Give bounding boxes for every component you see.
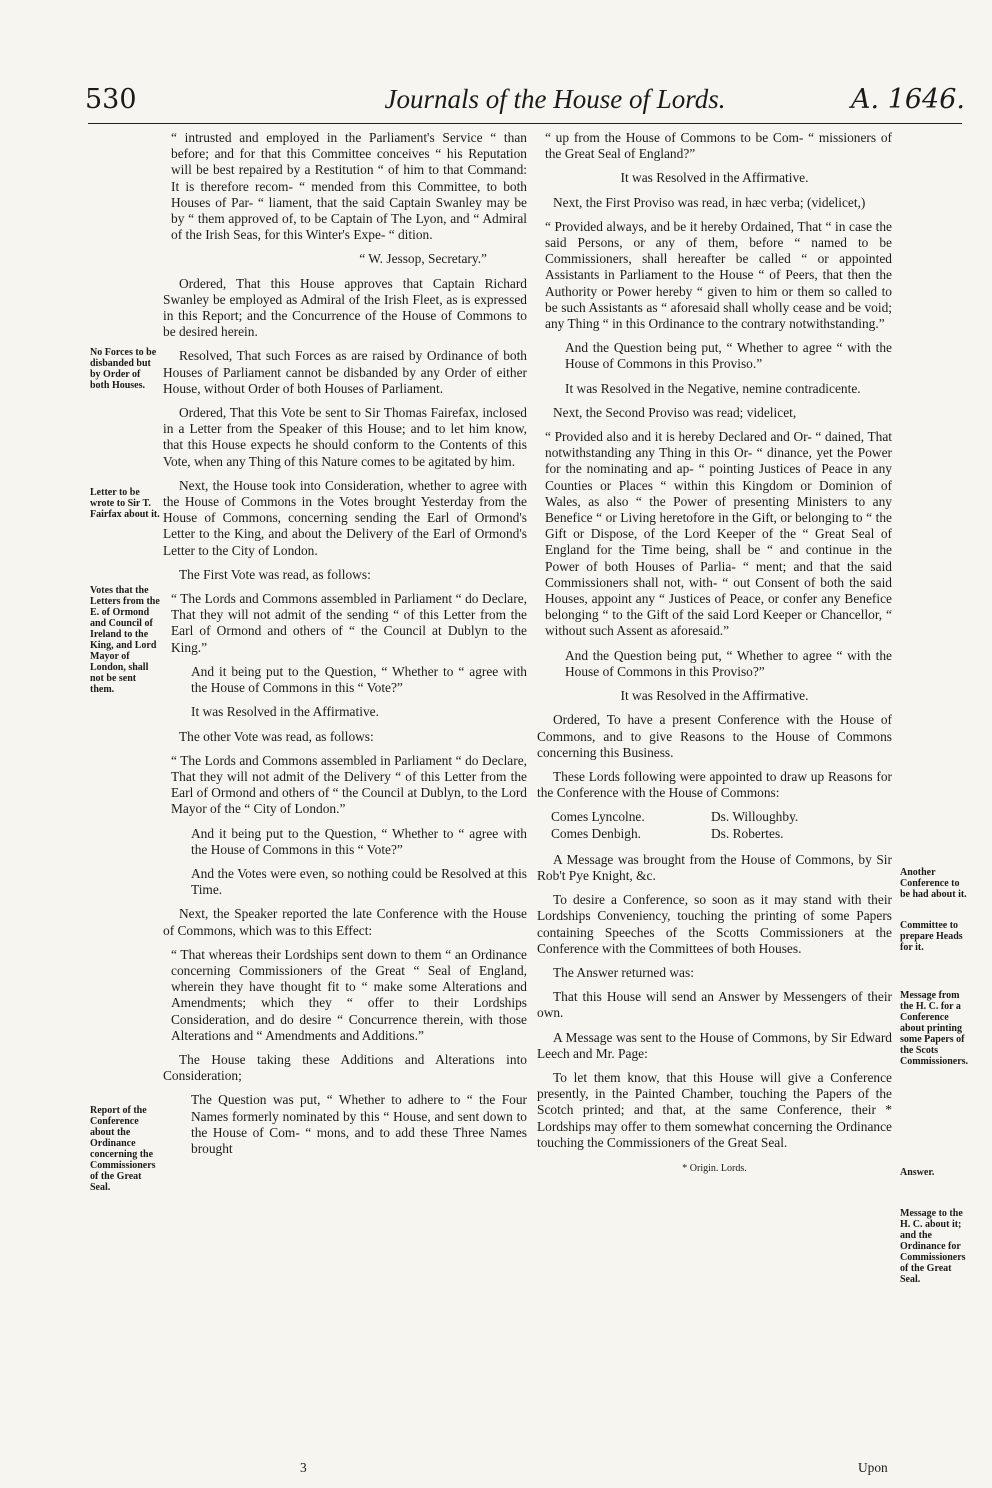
margin-note-votes: Votes that the Letters from the E. of Ormond and Council of Ireland to the King, and Lord Mayor of London, shall not be sent them. — [90, 585, 160, 695]
margin-note-conference: Another Conference to be had about it. — [900, 867, 967, 900]
paragraph: And it being put to the Question, “ Whether to “ agree with the House of Commons in this “ Vote?” — [191, 825, 527, 857]
paragraph: Next, the Second Proviso was read; videlicet, — [553, 404, 797, 420]
lord-name: Comes Denbigh. — [551, 825, 642, 841]
paragraph: Next, the Speaker reported the late Conference with the House of Commons, which was to this Effect: — [163, 906, 527, 938]
paragraph: And the Votes were even, so nothing could be Resolved at this Time. — [191, 865, 527, 898]
signature-mark: 3 — [300, 1460, 307, 1475]
paragraph: “ That whereas their Lordships sent down to them “ an Ordinance concerning Commissioners of the Great “ Seal of England, wherein they have thought fit to “ make some Alterations and Amendments; which they “ offer to their Lordships Consideration, and do desire “ Concurrence therein, with those Alterations and “ Amendments and Additions.” — [171, 946, 527, 1043]
margin-note-message-hc: Message from the H. C. for a Conference about printing some Papers of the Scots Commissioners. — [900, 990, 969, 1067]
year: A. 1646. — [851, 84, 965, 115]
signature: “ W. Jessop, Secretary.” — [359, 251, 487, 267]
paragraph: Next, the First Proviso was read, in hæc verba; (videlicet,) — [553, 194, 866, 210]
paragraph: The Question was put, “ Whether to adhere to “ the Four Names formerly nominated by this “ House, and sent down to the House of Com- “ mons, and to add these Three Names brought — [191, 1092, 527, 1156]
paragraph: It was Resolved in the Affirmative. — [620, 688, 809, 704]
page-header — [85, 84, 965, 128]
left-column — [163, 130, 527, 1165]
lord-name: Ds. Willoughby. — [711, 809, 799, 825]
header-rule — [88, 123, 962, 124]
paragraph: Ordered, To have a present Conference with the House of Commons, and to give Reasons to the House of Commons concerning this Business. — [537, 712, 892, 760]
paragraph: And the Question being put, “ Whether to agree “ with the House of Commons in this Proviso?” — [565, 647, 892, 679]
margin-note-report: Report of the Conference about the Ordinance concerning the Commissioners of the Great Seal. — [90, 1105, 156, 1193]
margin-note-answer: Answer. — [900, 1167, 935, 1178]
margin-note-message-to-hc: Message to the H. C. about it; and the Ordinance for Commissioners of the Great Seal. — [900, 1208, 966, 1285]
paragraph: These Lords following were appointed to draw up Reasons for the Conference with the House of Commons: — [537, 768, 892, 801]
page-number: 530 — [85, 84, 137, 115]
paragraph: The First Vote was read, as follows: — [179, 566, 371, 582]
paragraph: And the Question being put, “ Whether to agree “ with the House of Commons in this Proviso.” — [565, 340, 892, 372]
paragraph: “ The Lords and Commons assembled in Parliament “ do Declare, That they will not admit of the sending “ of this Letter from the Earl of Ormond and others of “ the Council at Dublyn to the King.” — [171, 591, 527, 655]
paragraph: Resolved, That such Forces as are raised by Ordinance of both Houses of Parliament cannot be disbanded by any Order of either House, without Order of both Houses of Parliament. — [163, 348, 527, 396]
paragraph: A Message was sent to the House of Commons, by Sir Edward Leech and Mr. Page: — [537, 1029, 892, 1061]
margin-note-forces: No Forces to be disbanded but by Order of both Houses. — [90, 347, 157, 391]
paragraph: “ intrusted and employed in the Parliament's Service “ than before; and for that this Committee conceives “ his Reputation will be best repaired by a Restitution “ of him to that Command: It is therefore recom- “ mended from this Committee, to both Houses of Par- “ liament, that the said Captain Swanley may be by “ them approved of, to be Captain of The Lyon, and “ Admiral of the Irish Seas, for this Winter's Expe- “ dition. — [171, 130, 527, 243]
paragraph: The Answer returned was: — [553, 964, 694, 980]
right-column — [537, 130, 892, 1177]
paragraph: The other Vote was read, as follows: — [179, 728, 374, 744]
paragraph: It was Resolved in the Negative, nemine contradicente. — [565, 380, 861, 396]
lord-name: Ds. Robertes. — [711, 825, 784, 841]
paragraph: To let them know, that this House will give a Conference presently, in the Painted Chamber, touching the Papers of the Scotch printed; and that, at the same Conference, their * Lordships may offer to them somewhat concerning the Ordinance touching the Commissioners of the Great Seal. — [537, 1069, 892, 1150]
footnote: * Origin. Lords. — [682, 1162, 747, 1174]
paragraph: It was Resolved in the Affirmative. — [191, 704, 379, 720]
catchword: Upon — [858, 1460, 888, 1475]
margin-note-committee: Committee to prepare Heads for it. — [900, 920, 963, 953]
paragraph: To desire a Conference, so soon as it may stand with their Lordships Conveniency, touching the printing of some Papers containing Speeches of the Scotts Commissioners at the Conference with the Committees of both Houses. — [537, 892, 892, 956]
paragraph: A Message was brought from the House of Commons, by Sir Rob't Pye Knight, &c. — [537, 851, 892, 883]
paragraph: The House taking these Additions and Alterations into Consideration; — [163, 1051, 527, 1084]
paragraph: “ up from the House of Commons to be Com- “ missioners of the Great Seal of England?” — [545, 130, 892, 162]
margin-note-fairfax: Letter to be wrote to Sir T. Fairfax about it. — [90, 487, 160, 520]
paragraph: Ordered, That this House approves that Captain Richard Swanley be employed as Admiral of the Irish Fleet, as is expressed in this Report; and the Concurrence of the House of Commons to be desired herein. — [163, 275, 527, 340]
paragraph: “ Provided always, and be it hereby Ordained, That “ in case the said Persons, or any of them, before “ named to be Commissioners, shall hereafter be called “ or appointed Assistants in Parliament to the House “ of Peers, that then the Authority or Power hereby “ given to him or them so called to be such Assistants as “ aforesaid shall wholly cease and be void; any Thing “ in this Ordinance to the contrary notwithstanding.” — [545, 218, 892, 332]
paragraph: Next, the House took into Consideration, whether to agree with the House of Commons in the Votes brought Yesterday from the House of Commons, concerning sending the Earl of Ormond's Letter to the King, and about the Delivery of the Earl of Ormond's Letter to the City of London. — [163, 477, 527, 558]
lords-names — [551, 809, 892, 841]
paragraph: It was Resolved in the Affirmative. — [620, 170, 809, 186]
paragraph: That this House will send an Answer by Messengers of their own. — [537, 989, 892, 1021]
paragraph: “ Provided also and it is hereby Declared and Or- “ dained, That notwithstanding any Thing in this Or- “ dinance, yet the Power for the nominating and ap- “ pointing Justices of Peace in any Counties or Places “ within this Kingdom or Dominion of Wales, as also “ the Power of presenting Ministers to any Benefice “ or Living heretofore in the Gift, or belonging to “ the Gift or Dispose, of the Lord Keeper of the “ Great Seal of England for the Time being, shall be “ and continue in the Power of both Houses of Parlia- “ ment; and that the said Commissioners shall not, with- “ out Consent of both the said Houses, appoint any “ Justices of Peace, or confer any Benefice belonging “ to the Gift of the said Lord Keeper or Chancellor, “ without such Assent as aforesaid.” — [545, 429, 892, 639]
paragraph: And it being put to the Question, “ Whether to “ agree with the House of Commons in this “ Vote?” — [191, 663, 527, 696]
paragraph: Ordered, That this Vote be sent to Sir Thomas Fairefax, inclosed in a Letter from the Speaker of this House; and to let him know, that this House expects he should conform to the Contents of this Vote, when any Thing of this Nature comes to be agitated by him. — [163, 405, 527, 469]
journal-title: Journals of the House of Lords. — [384, 84, 726, 114]
paragraph: “ The Lords and Commons assembled in Parliament “ do Declare, That they will not admit of the Delivery “ of this Letter from the Earl of Ormond and others of “ the Council at Dublyn, to the Lord Mayor of the “ City of London.” — [171, 752, 527, 817]
lord-name: Comes Lyncolne. — [551, 809, 645, 825]
